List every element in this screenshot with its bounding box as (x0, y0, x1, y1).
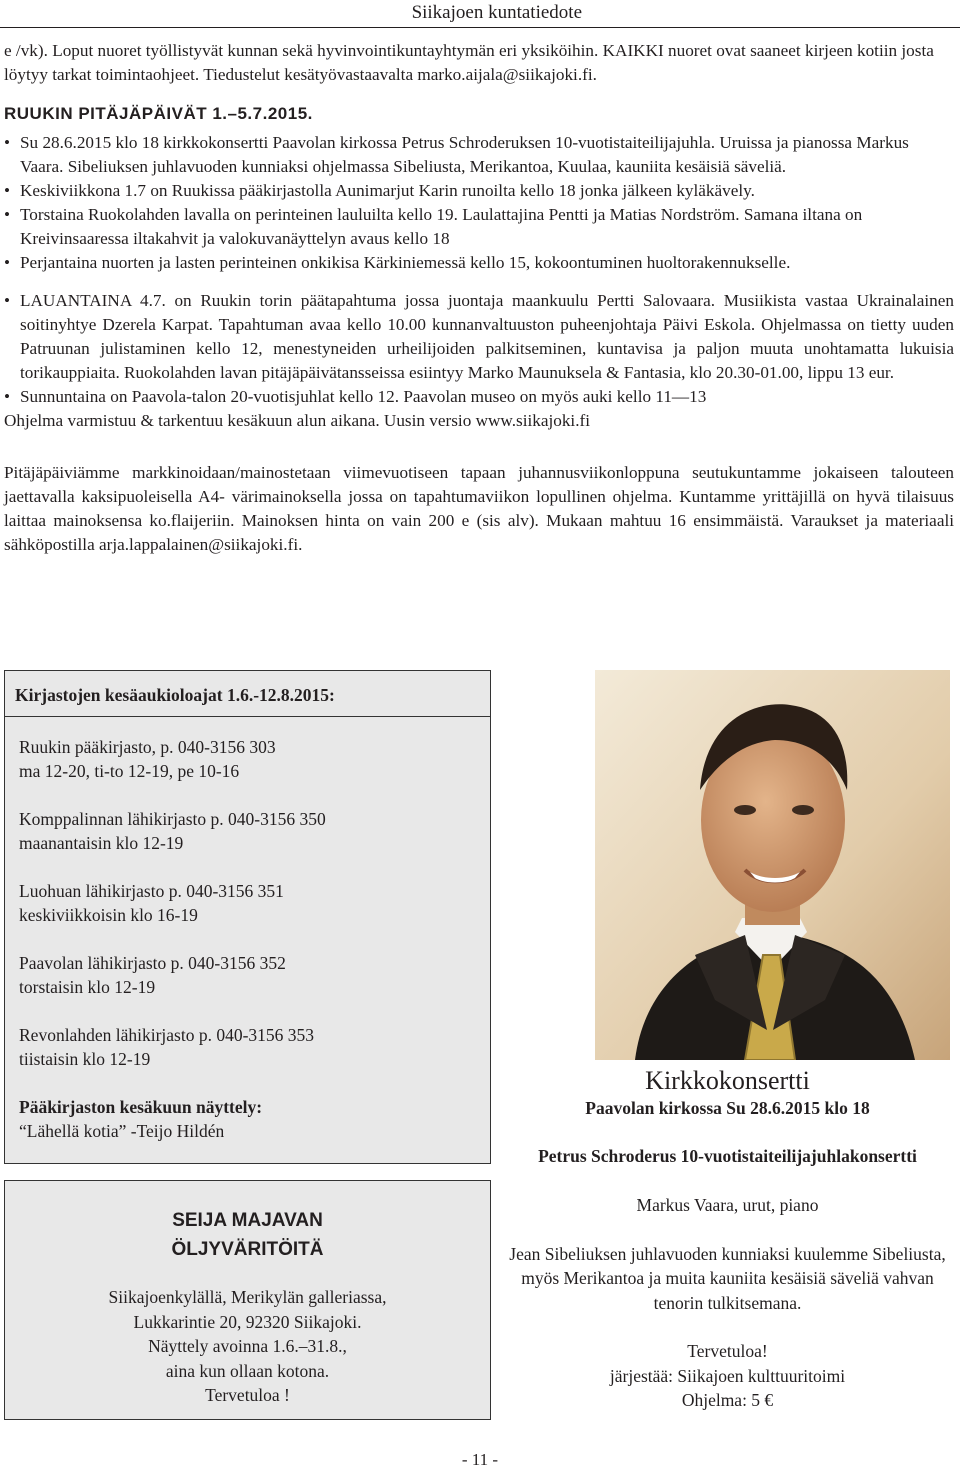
list-item: • Torstaina Ruokolahden lavalla on perinteinen lauluilta kello 19. Laulattajina Pentti ja Matias Nordström. Samana iltana on Kreivinsaaressa iltakahvit ja valokuvanäyttelyn avaus kello 18 (4, 203, 954, 251)
concert-subtitle: Paavolan kirkossa Su 28.6.2015 klo 18 (585, 1098, 870, 1118)
library-entry (19, 879, 326, 927)
concert-price: Ohjelma: 5 € (681, 1390, 774, 1410)
library-list (19, 735, 326, 1143)
article-body (4, 39, 954, 557)
concert-organizer: järjestää: Siikajoen kulttuuritoimi (609, 1365, 846, 1386)
publication-title: Siikajoen kuntatiedote (411, 2, 582, 23)
page-number: - 11 - (461, 1450, 499, 1469)
concert-headline: Petrus Schroderus 10-vuotistaiteilijajuhlakonsertti (538, 1145, 917, 1166)
library-box-divider (5, 716, 490, 717)
exhibition-name: “Lähellä kotia” -Teijo Hildén (19, 1121, 225, 1141)
library-hours: tiistaisin klo 12-19 (19, 1049, 151, 1069)
event-list-2 (4, 289, 954, 409)
art-line: Lukkarintie 20, 92320 Siikajoki. (133, 1311, 362, 1332)
list-item: • Keskiviikkona 1.7 on Ruukissa pääkirjastolla Aunimarjut Karin runoilta kello 18 jonka jälkeen kyläkävely. (4, 179, 954, 203)
section-title: RUUKIN PITÄJÄPÄIVÄT 1.–5.7.2015. (4, 104, 313, 123)
concert-performer: Markus Vaara, urut, piano (636, 1195, 819, 1215)
art-line: aina kun ollaan kotona. (165, 1360, 330, 1381)
library-name: Luohuan lähikirjasto p. 040-3156 351 (19, 881, 284, 901)
library-hours: keskiviikkoisin klo 16-19 (19, 905, 198, 925)
list-item: • LAUANTAINA 4.7. on Ruukin torin päätapahtuma jossa juontaja maankuulu Pertti Salovaara. Musiikista vastaa Ukrainalainen soitinyhtye Dzerela Karpat. Tapahtuman avaa kello 10.00 kunnanvaltuuston puheenjohtaja Päivi Eskola. Ohjelmassa on tietty uuden Patruunan julistaminen kello 12, menestyneiden urheilijoiden palkitseminen, kuntavisa ja paljon muuta unohtamatta lukuisia torikauppiaita. Ruokolahden lavan pitäjäpäivätansseissa esiintyy Marko Maunuksela & Fantasia, klo 20.30-01.00, lippu 13 eur. (4, 289, 954, 385)
performer-photo (595, 670, 950, 1060)
list-item: • Su 28.6.2015 klo 18 kirkkokonsertti Paavolan kirkossa Petrus Schroderuksen 10-vuotistaiteilijajuhla. Uruissa ja pianossa Markus Vaara. Sibeliuksen juhlavuoden kunniaksi ohjelmassa Sibeliusta, Merikantoa, Kuulaa, kauniita kesäisiä säveliä. (4, 131, 954, 179)
library-hours-box (4, 670, 491, 1164)
art-exhibition-box (4, 1180, 491, 1420)
ad-paragraph: Pitäjäpäiviämme markkinoidaan/mainostetaan viimevuotiseen tapaan juhannusviikonloppuna seutukuntamme jokaiseen talouteen jaettavalla kaksipuoleisella A4- värimainoksella jossa on tapahtumaviikon lopullinen ohjelma. Kuntamme yrittäjillä on hyvä tilaisuus laittaa mainoksensa ko.flaijeriin. Mainoksen hinta on vain 200 e (sis alv). Mukaan mahtuu 16 ensimmäistä. Varaukset ja materiaali sähköpostilla arja.lappalainen@siikajoki.fi. (4, 463, 954, 554)
library-hours: maanantaisin klo 12-19 (19, 833, 184, 853)
exhibition-title: Pääkirjaston kesäkuun näyttely: (19, 1097, 263, 1117)
art-heading-1: SEIJA MAJAVAN (172, 1210, 323, 1231)
page-header (0, 0, 960, 26)
concert-announcement (500, 1066, 955, 1413)
concert-description: Jean Sibeliuksen juhlavuoden kunniaksi kuulemme Sibeliusta, myös Merikantoa ja muita kauniita kesäisiä säveliä vahvan tenorin tulkitsemana. (509, 1243, 946, 1313)
library-name: Komppalinnan lähikirjasto p. 040-3156 350 (19, 809, 326, 829)
library-hours: torstaisin klo 12-19 (19, 977, 156, 997)
library-entry (19, 807, 326, 855)
art-line: Tervetuloa ! (205, 1385, 290, 1405)
art-heading-2: ÖLJYVÄRITÖITÄ (171, 1239, 324, 1260)
library-box-title: Kirjastojen kesäaukioloajat 1.6.-12.8.2015: (15, 685, 335, 705)
event-list-1 (4, 131, 954, 275)
library-entry (19, 951, 326, 999)
list-item: • Perjantaina nuorten ja lasten perinteinen onkikisa Kärkiniemessä kello 15, kokoontuminen huoltorakennukselle. (4, 251, 954, 275)
intro-paragraph: e /vk). Loput nuoret työllistyvät kunnan sekä hyvinvointikuntayhtymän eri yksiköihin. KAIKKI nuoret ovat saaneet kirjeen kotiin josta löytyy tarkat toimintaohjeet. Tiedustelut kesätyövastaavalta marko.aijala@siikajoki.fi. (4, 41, 934, 84)
art-line: Näyttely avoinna 1.6.–31.8., (148, 1336, 347, 1356)
library-hours: ma 12-20, ti-to 12-19, pe 10-16 (19, 761, 240, 781)
art-details (5, 1285, 490, 1408)
header-rule (0, 27, 960, 28)
library-name: Revonlahden lähikirjasto p. 040-3156 353 (19, 1025, 315, 1045)
concert-title: Kirkkokonsertti (645, 1066, 810, 1095)
library-entry (19, 735, 326, 783)
library-entry (19, 1023, 326, 1071)
concert-welcome: Tervetuloa! (687, 1341, 768, 1361)
program-note: Ohjelma varmistuu & tarkentuu kesäkuun alun aikana. Uusin versio www.siikajoki.fi (4, 411, 591, 430)
list-item: • Sunnuntaina on Paavola-talon 20-vuotisjuhlat kello 12. Paavolan museo on myös auki kello 11—13 (4, 385, 954, 409)
library-name: Paavolan lähikirjasto p. 040-3156 352 (19, 953, 286, 973)
library-name: Ruukin pääkirjasto, p. 040-3156 303 (19, 737, 276, 757)
art-line: Siikajoenkylällä, Merikylän galleriassa, (108, 1287, 387, 1307)
